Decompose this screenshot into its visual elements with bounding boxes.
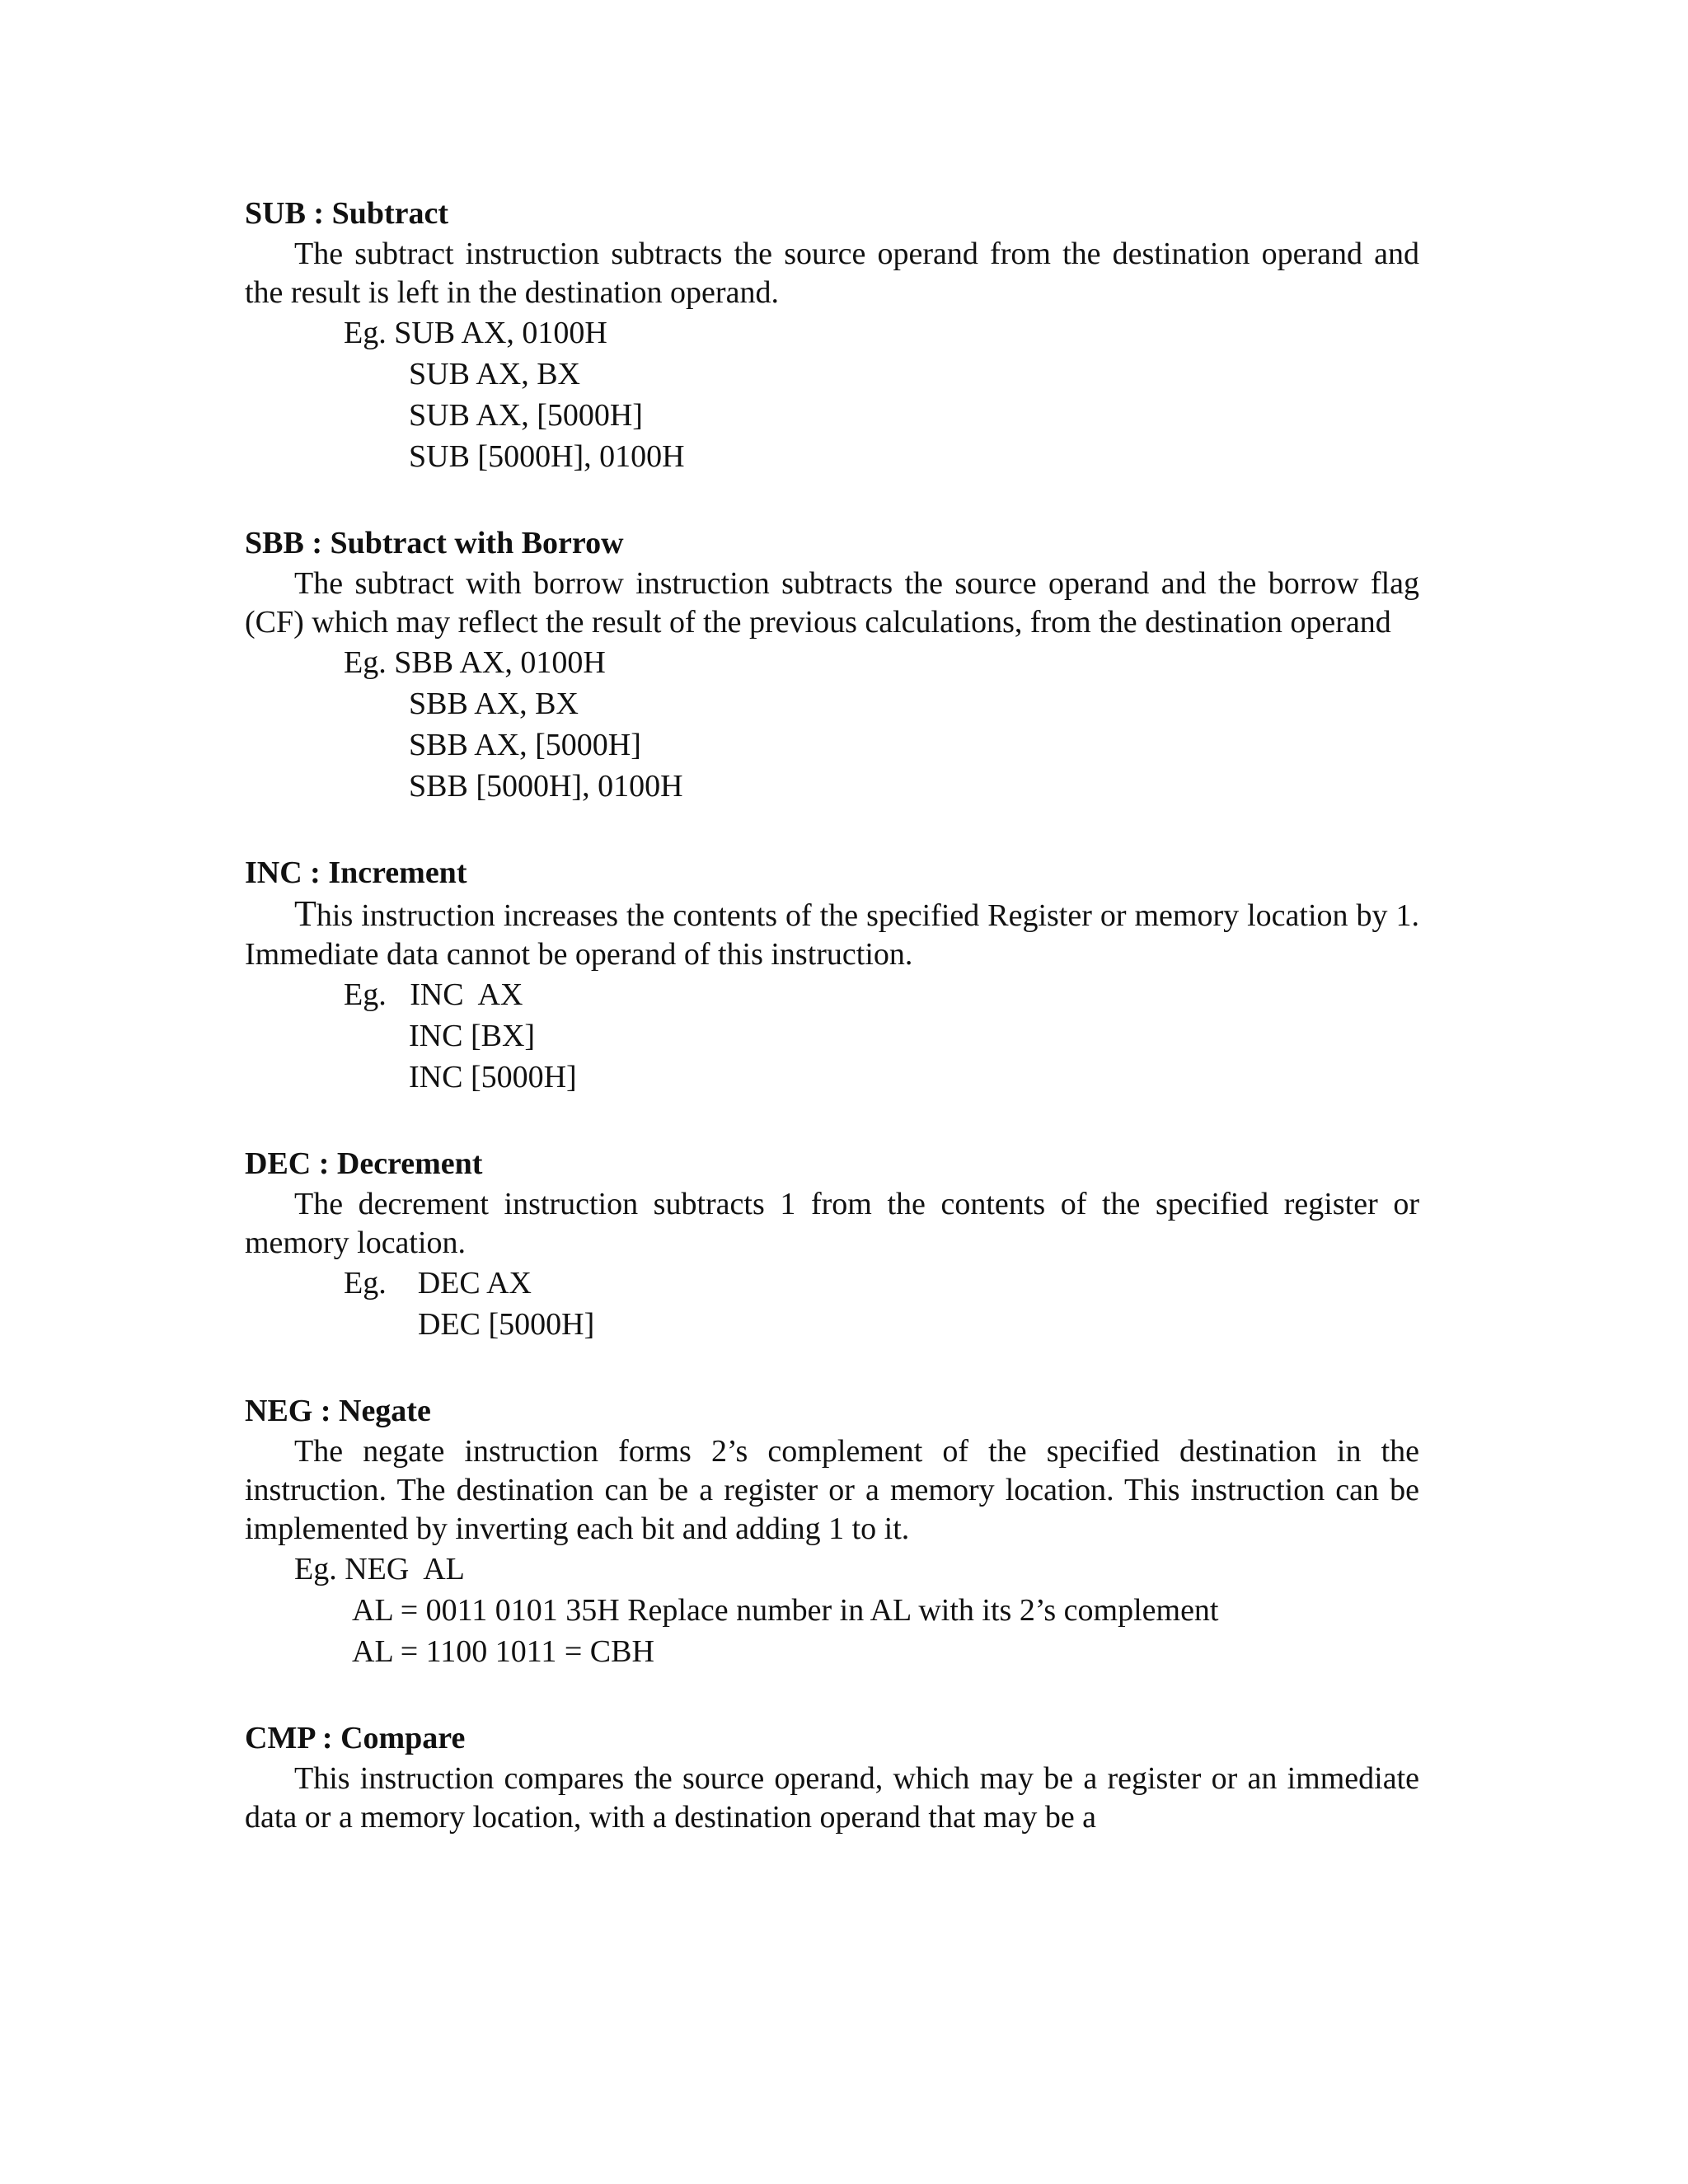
section-inc	[245, 852, 1419, 1098]
section-heading: DEC : Decrement	[245, 1146, 483, 1181]
example-line: Eg. NEG AL	[294, 1552, 465, 1586]
drop-letter: T	[294, 893, 316, 934]
section-heading: INC : Increment	[245, 855, 467, 890]
section-paragraph: The subtract instruction subtracts the source operand from the destination operand and the result is left in the destination operand.	[245, 237, 1419, 310]
example-line: SUB AX, BX	[409, 357, 580, 391]
example-line: SBB AX, [5000H]	[409, 728, 641, 762]
section-sub	[245, 193, 1419, 477]
example-line: Eg. DEC AX	[344, 1266, 532, 1301]
section-paragraph	[245, 894, 1419, 974]
section-heading: SUB : Subtract	[245, 196, 449, 231]
section-paragraph: The decrement instruction subtracts 1 from the contents of the specified register or memory location.	[245, 1187, 1419, 1260]
section-dec	[245, 1143, 1419, 1345]
example-line: INC [BX]	[409, 1019, 536, 1053]
example-line: INC [5000H]	[409, 1060, 577, 1094]
example-line: SBB AX, BX	[409, 687, 579, 721]
example-line: AL = 1100 1011 = CBH	[352, 1634, 654, 1669]
section-cmp	[245, 1718, 1419, 1837]
document-page	[245, 190, 1419, 1837]
example-line: SBB [5000H], 0100H	[409, 769, 683, 804]
section-heading: SBB : Subtract with Borrow	[245, 526, 624, 560]
paragraph-text: his instruction increases the contents of the specified Register or memory location by 1. Immediate data cannot be operand of this instruction.	[245, 898, 1419, 972]
section-heading: CMP : Compare	[245, 1721, 466, 1755]
section-paragraph: The negate instruction forms 2’s complement of the specified destination in the instruction. The destination can be a register or a memory location. This instruction can be implemented by inverting each bit and adding 1 to it.	[245, 1434, 1419, 1546]
example-line: Eg. SUB AX, 0100H	[344, 316, 607, 350]
section-heading: NEG : Negate	[245, 1394, 431, 1428]
example-line: DEC [5000H]	[418, 1307, 595, 1342]
example-line: SUB [5000H], 0100H	[409, 439, 685, 474]
section-paragraph: This instruction compares the source operand, which may be a register or an immediate data or a memory location, with a destination operand that may be a	[245, 1761, 1419, 1835]
section-paragraph: The subtract with borrow instruction subtracts the source operand and the borrow flag (CF) which may reflect the result of the previous calculations, from the destination operand	[245, 566, 1419, 640]
example-line: Eg. SBB AX, 0100H	[344, 645, 606, 680]
section-neg	[245, 1390, 1419, 1672]
section-sbb	[245, 523, 1419, 807]
example-line: Eg. INC AX	[344, 977, 523, 1012]
example-line: SUB AX, [5000H]	[409, 398, 643, 433]
example-line: AL = 0011 0101 35H Replace number in AL with its 2’s complement	[352, 1593, 1219, 1628]
